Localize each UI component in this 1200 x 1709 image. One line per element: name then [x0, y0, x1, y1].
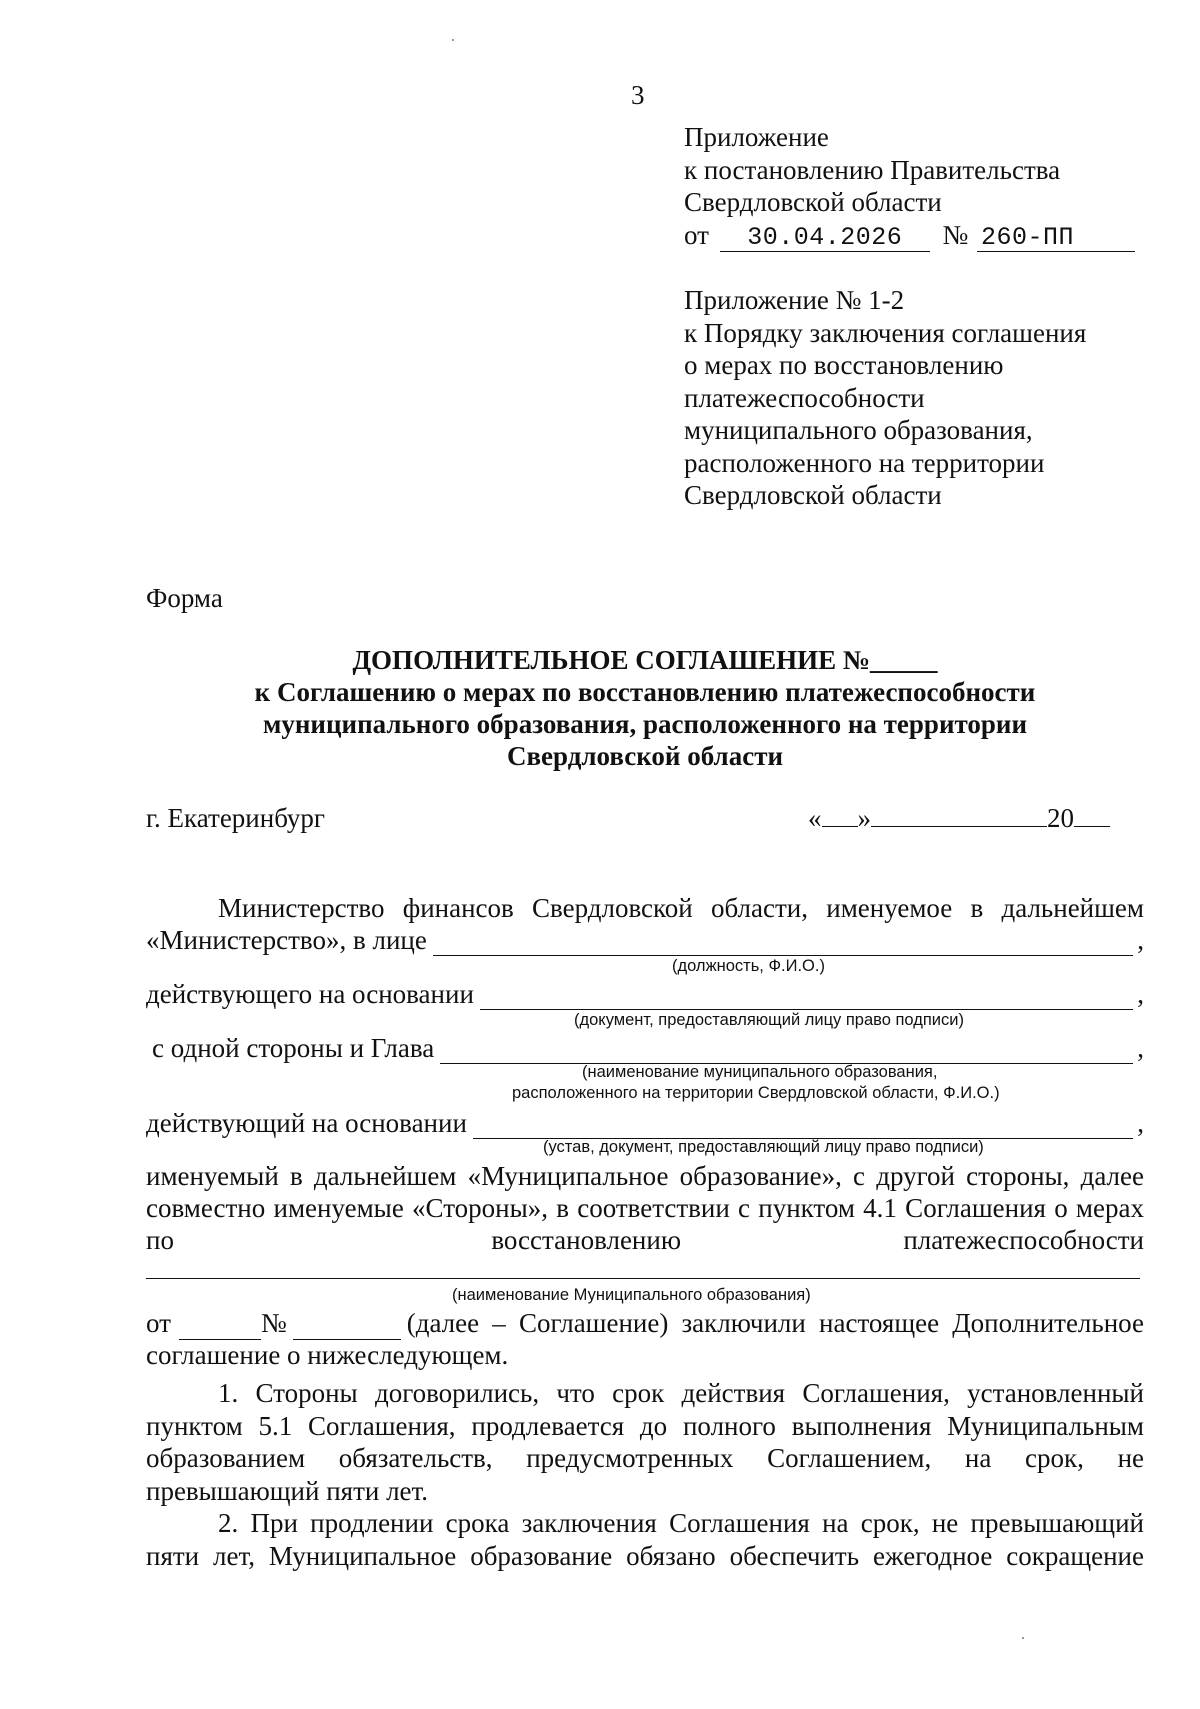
title-line-3: муниципального образования, расположенного на территории — [262, 709, 1028, 739]
word-restoration: восстановлению — [491, 1225, 681, 1255]
appendix-date-row — [684, 219, 1135, 252]
acting-blank — [480, 985, 1133, 1010]
paragraph-line-2: совместно именуемые «Стороны», в соответствии с пунктом 4.1 Соглашения о мерах — [146, 1193, 1144, 1223]
resolution-number: 260-ПП — [977, 225, 1135, 252]
from-label: от — [146, 1308, 171, 1338]
head-comma: , — [1137, 1033, 1144, 1063]
acting-label: действующего на основании — [146, 979, 474, 1009]
in-person-blank — [433, 931, 1133, 956]
appendix-main — [684, 121, 1135, 252]
agreement-number-label: № — [260, 1308, 287, 1338]
resolution-date: 30.04.2026 — [720, 225, 930, 252]
in-person-row — [146, 924, 1144, 956]
agreement-number-blank — [293, 1315, 401, 1340]
head-label: с одной стороны и Глава — [152, 1033, 435, 1063]
head-row — [152, 1032, 1144, 1064]
head-caption-2: расположенного на территории Свердловской области, Ф.И.О.) — [512, 1084, 1000, 1102]
acting2-caption: (устав, документ, предоставляющий лицу право подписи) — [543, 1138, 984, 1156]
appendix-sub-line-7: Свердловской области — [684, 480, 942, 510]
acting2-row — [146, 1107, 1144, 1139]
day-open-quote: « — [808, 803, 822, 833]
scan-speck — [452, 39, 454, 41]
in-person-comma: , — [1137, 925, 1144, 955]
appendix-sub-line-4: платежеспособности — [684, 382, 925, 413]
word-solvency: платежеспособности — [903, 1225, 1144, 1255]
in-person-caption: (должность, Ф.И.О.) — [672, 957, 825, 975]
intro-line: Министерство финансов Свердловской области, именуемое в дальнейшем — [218, 893, 1144, 923]
scan-speck — [1022, 1637, 1024, 1639]
municipality-blank — [146, 1278, 1140, 1279]
document-title — [146, 644, 1144, 772]
agreement-from-row — [146, 1307, 1144, 1340]
page-number: 3 — [631, 80, 645, 110]
acting2-comma: , — [1137, 1108, 1144, 1138]
appendix-sub-line-2: к Порядку заключения соглашения — [684, 317, 1087, 348]
appendix-sub-line-1: Приложение № 1-2 — [684, 285, 905, 315]
day-close-quote: » — [857, 803, 871, 833]
day-blank — [822, 802, 858, 827]
paragraph-line-3 — [146, 1224, 1144, 1257]
concluded-text: (далее – Соглашение) заключили настоящее Дополнительное — [406, 1308, 1144, 1338]
paragraph-line-1: именуемый в дальнейшем «Муниципальное образование», с другой стороны, далее — [146, 1161, 1144, 1191]
date-prefix: от — [684, 219, 709, 250]
year-blank — [1074, 802, 1110, 827]
title-line-1: ДОПОЛНИТЕЛЬНОЕ СОГЛАШЕНИЕ №_____ — [352, 645, 938, 675]
concluded-line-2: соглашение о нижеследующем. — [146, 1340, 509, 1370]
clause-1: 1. Стороны договорились, что срок действия Соглашения, установленный пунктом 5.1 Соглашения, продлевается до полного выполнения Муниципальным образованием обязательств, предусмотренных Соглашением, на срок, не превышающий пяти лет. — [146, 1378, 1144, 1506]
appendix-main-line-2: к постановлению Правительства — [684, 154, 1061, 185]
agreement-date-blank — [179, 1315, 261, 1340]
title-line-2: к Соглашению о мерах по восстановлению платежеспособности — [254, 677, 1036, 707]
appendix-sub-line-3: о мерах по восстановлению — [684, 350, 1004, 380]
date-blank — [808, 802, 1110, 835]
month-blank — [871, 802, 1047, 827]
acting-comma: , — [1137, 979, 1144, 1009]
title-line-4: Свердловской области — [506, 741, 784, 771]
acting-caption: (документ, предоставляющий лицу право подписи) — [574, 1011, 964, 1029]
head-caption-1: (наименование муниципального образования, — [582, 1063, 938, 1081]
appendix-main-line-3: Свердловской области — [684, 187, 942, 217]
municipality-caption: (наименование Муниципального образования) — [452, 1286, 811, 1304]
year-prefix: 20 — [1047, 803, 1074, 833]
head-blank — [440, 1039, 1133, 1064]
appendix-sub — [684, 284, 1086, 512]
acting2-blank — [473, 1114, 1133, 1139]
acting2-label: действующий на основании — [146, 1108, 467, 1138]
number-prefix: № — [942, 219, 969, 250]
appendix-sub-line-6: расположенного на территории — [684, 447, 1045, 478]
appendix-main-line-1: Приложение — [684, 122, 829, 152]
appendix-sub-line-5: муниципального образования, — [684, 415, 1033, 445]
word-po: по — [146, 1225, 174, 1255]
form-label: Форма — [146, 583, 223, 613]
acting-row — [146, 978, 1144, 1010]
in-person-label: «Министерство», в лице — [146, 925, 427, 955]
place-of-signing: г. Екатеринбург — [146, 803, 325, 833]
clause-2: 2. При продлении срока заключения Соглашения на срок, не превышающий пяти лет, Муниципальное образование обязано обеспечить ежегодное сокращение — [146, 1508, 1144, 1571]
